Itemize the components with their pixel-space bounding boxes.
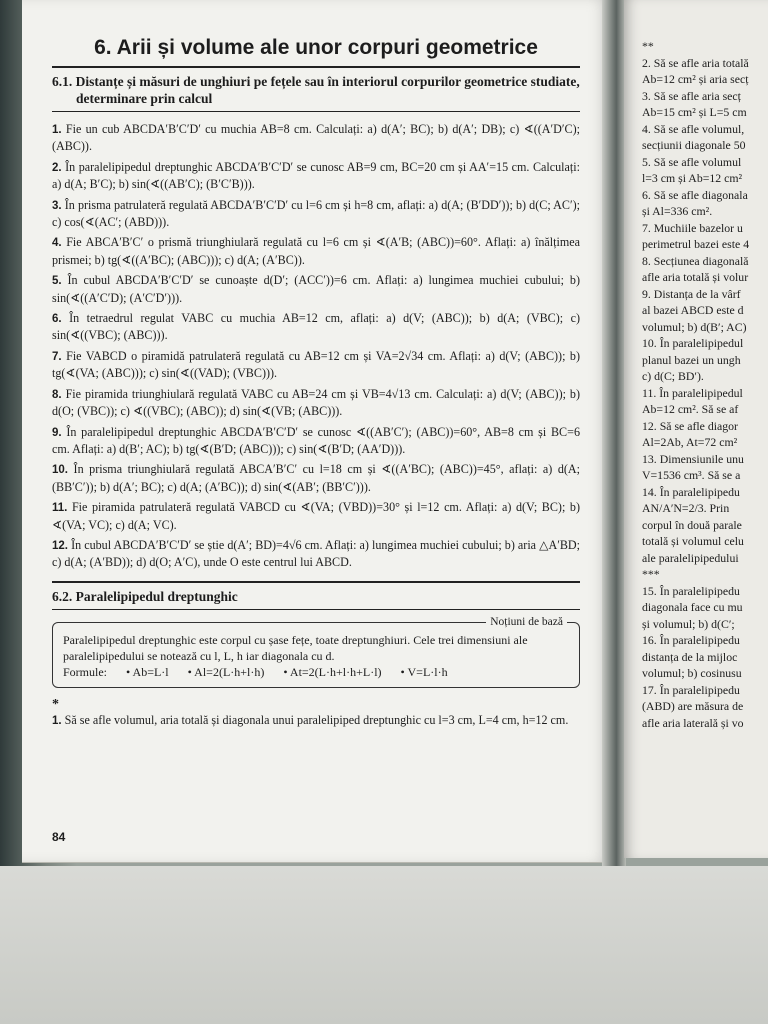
right-page-line: diagonala face cu mu [642, 600, 743, 614]
right-page-line: totală și volumul celu [642, 534, 744, 548]
problem-item [52, 121, 580, 155]
formulas-label: Formule: [63, 664, 107, 679]
problem-text: În paralelipipedul dreptunghic ABCDA′B′C′D′ se cunosc AB=9 cm, BC=20 cm și AA′=15 cm. Calculați: a) d(A; B′C); b) sin(∢((AB′C); (B′C′B))). [52, 159, 580, 192]
right-page-line: V=1536 cm³. Să se a [642, 468, 741, 482]
problem-number: 12. [52, 539, 68, 552]
problem-item [52, 234, 580, 268]
right-page-line: distanța de la mijloc [642, 649, 738, 664]
problem-text: Fie ABCA′B′C′ o prismă triunghiulară regulată cu l=6 cm și ∢(A′B; (ABC))=60°. Aflați: a) înălțimea prismei; b) tg(∢((A′BC); (ABC))); c) d(A; (A′BC)). [52, 235, 580, 267]
right-page-line: volumul; b) cosinusu [642, 666, 742, 680]
basic-notions-box [52, 615, 580, 688]
problem-text: Fie VABCD o piramidă patrulateră regulată cu AB=12 cm și VA=2√34 cm. Aflați: a) d(V; (ABC)); b) tg(∢(VA; (ABC))); c) sin(∢((VAD); (VBC))). [52, 348, 580, 381]
right-page-line: 7. Muchiile bazelor u [642, 220, 743, 235]
chapter-title: 6. Arii și volume ale unor corpuri geometrice [94, 36, 538, 59]
right-page-line: 17. În paralelipipedu [642, 682, 740, 697]
problem-item [52, 272, 580, 306]
formula-lateral-area: • Al=2(L·h+l·h) [187, 664, 265, 679]
right-page-text [642, 38, 768, 731]
problem-item [52, 712, 580, 729]
formula-total-area: • At=2(L·h+l·h+L·l) [283, 664, 382, 679]
problem-text: Fie piramida triunghiulară regulată VABC cu AB=24 cm și VB=4√13 cm. Calculați: a) d(V; (ABC)); b) d(O; (VBC)); c) ∢((VBC); (ABC)); d) sin(∢(VB; (ABC))). [52, 386, 580, 419]
problem-number: 1. [52, 714, 62, 727]
book-gutter [602, 0, 626, 866]
right-page-line: planul bazei un ungh [642, 352, 741, 367]
difficulty-stars: * [52, 696, 59, 712]
table-surface [0, 866, 768, 1024]
problem-text: Să se afle volumul, aria totală și diagonala unui paralelipiped dreptunghic cu l=3 cm, L=4 cm, h=12 cm. [64, 712, 569, 727]
problem-number: 7. [52, 350, 62, 363]
right-page-line: Ab=15 cm² și L=5 cm [642, 105, 747, 119]
problem-item [52, 499, 580, 533]
right-page-line: (ABD) are măsura de [642, 699, 744, 713]
right-page-line: 4. Să se afle volumul, [642, 121, 745, 136]
right-page-line: 13. Dimensiunile unu [642, 451, 744, 466]
right-page-line: și volumul; b) d(C′; [642, 616, 735, 631]
right-page-line: 6. Să se afle diagonala [642, 187, 748, 202]
problem-item [52, 537, 580, 571]
right-page-line: afle aria laterală și vo [642, 715, 744, 730]
right-page-line: 14. În paralelipipedu [642, 484, 740, 499]
problem-number: 2. [52, 161, 62, 174]
right-page-line: 16. În paralelipipedu [642, 633, 740, 647]
problem-text: În prisma patrulateră regulată ABCDA′B′C′D′ cu l=6 cm și h=8 cm, aflați: a) d(A; (B′DD′)); b) d(C; AC′); c) cos(∢(AC′; (ABD))). [52, 197, 580, 230]
problem-item [52, 310, 580, 344]
problem-number: 4. [52, 237, 62, 250]
box-tag: Noțiuni de bază [486, 614, 567, 630]
problem-item [52, 386, 580, 420]
problem-item [52, 424, 580, 458]
right-page-line: l=3 cm și Ab=12 cm² [642, 171, 743, 185]
right-page-line: Ab=12 cm² și aria secț [642, 72, 749, 86]
right-page-line: Al=2Ab, At=72 cm² [642, 435, 738, 449]
right-page-line: și Al=336 cm². [642, 204, 713, 218]
problem-number: 6. [52, 313, 62, 326]
right-page-line: 10. În paralelipipedul [642, 336, 744, 350]
section-title-6-1: 6.1. Distanțe și măsuri de unghiuri pe fețele sau în interiorul corpurilor geometrice studiate, determinare prin calcul [52, 66, 580, 112]
left-page-content [52, 36, 580, 733]
problem-item [52, 461, 580, 495]
right-page-line: afle aria totală și volur [642, 270, 749, 284]
formulas-line [63, 664, 569, 680]
right-page-line: 2. Să se afle aria totală [642, 55, 749, 70]
section-title-6-2: 6.2. Paralelipipedul dreptunghic [52, 581, 580, 610]
right-page-line: Ab=12 cm². Să se af [642, 402, 739, 416]
problem-text: Fie piramida patrulateră regulată VABCD cu ∢(VA; (VBD))=30° și l=12 cm. Aflați: a) d(V; BC); b) ∢(VA; VC); c) d(A; VC). [52, 500, 580, 532]
formula-volume: • V=L·l·h [400, 664, 448, 679]
problem-text: În prisma triunghiulară regulată ABCA′B′C′ cu l=18 cm și ∢((A′BC); (ABC))=45°, aflați: a) d(A; (BB′C′)); b) d(A′; BC); c) d(A; (A′BC)); d) sin(∢(AB′; (BB′C′))). [52, 462, 581, 494]
right-page-line: 11. În paralelipipedul [642, 385, 743, 400]
problem-number: 3. [52, 199, 62, 212]
right-page-line: 8. Secțiunea diagonală [642, 253, 749, 268]
problem-text: În paralelipipedul dreptunghic ABCDA′B′C′D′ se cunosc ∢((AB′C′); (ABC))=60°, AB=8 cm și BC=6 cm. Aflați: a) d(B′; AC); b) tg(∢(B′D; (ABC))); c) sin(∢(B′D; (AA′D))). [52, 424, 580, 456]
right-page-line: corpul în două parale [642, 517, 742, 532]
right-page-line: 12. Să se afle diagor [642, 418, 738, 433]
right-page [624, 0, 768, 858]
problem-text: În tetraedrul regulat VABC cu muchia AB=12 cm, aflați: a) d(V; (ABC)); b) d(A; (VBC); c) sin(∢((VBC); (ABC))). [52, 311, 580, 343]
right-page-line: ale paralelipipedului [642, 550, 739, 565]
right-page-line: ** [642, 39, 654, 53]
problem-number: 5. [52, 275, 62, 288]
right-page-line: *** [642, 567, 660, 581]
problem-text: Fie un cub ABCDA′B′C′D′ cu muchia AB=8 cm. Calculați: a) d(A′; BC); b) d(A′; DB); c) ∢((A′D′C); (ABC)). [52, 122, 580, 154]
problem-number: 11. [52, 502, 68, 515]
problem-text: În cubul ABCDA′B′C′D′ se cunoaște d(D′; (ACC′))=6 cm. Aflați: a) lungimea muchiei cubului; b) sin(∢((A′C′D); (A′C′D′))). [52, 273, 580, 305]
right-page-line: al bazei ABCD este d [642, 303, 744, 317]
problem-item [52, 348, 580, 382]
right-page-line: volumul; b) d(B′; AC) [642, 319, 747, 334]
right-page-line: c) d(C; BD′). [642, 369, 704, 383]
problem-number: 8. [52, 388, 62, 401]
right-page-line: secțiunii diagonale 50 [642, 138, 746, 152]
problem-text: În cubul ABCDA′B′C′D′ se știe d(A′; BD)=4√6 cm. Aflați: a) lungimea muchiei cubului; b) aria △A′BD; c) d(A; (A′BD)); d) d(O; A′C), unde O este centrul lui ABCD. [52, 537, 580, 570]
problem-item [52, 197, 580, 231]
problem-number: 10. [52, 464, 68, 477]
right-page-line: AN/A′N=2/3. Prin [642, 501, 730, 515]
problem-list [52, 121, 580, 571]
box-text: Paralelipipedul dreptunghic este corpul cu șase fețe, toate dreptunghiuri. Cele trei dimensiuni ale paralelipipedului se notează cu l, L, h iar diagonala cu d. [63, 632, 528, 663]
problem-number: 1. [52, 124, 62, 136]
right-page-line: perimetrul bazei este 4 [642, 237, 750, 251]
page-number: 84 [52, 830, 66, 844]
problem-item [52, 159, 580, 193]
right-page-line: 9. Distanța de la vârf [642, 286, 741, 301]
formula-base-area: • Ab=L·l [126, 664, 169, 679]
problem-number: 9. [52, 426, 62, 439]
right-page-line: 5. Să se afle volumul [642, 154, 742, 169]
right-page-line: 3. Să se afle aria secț [642, 88, 741, 103]
right-page-line: 15. În paralelipipedu [642, 583, 740, 598]
